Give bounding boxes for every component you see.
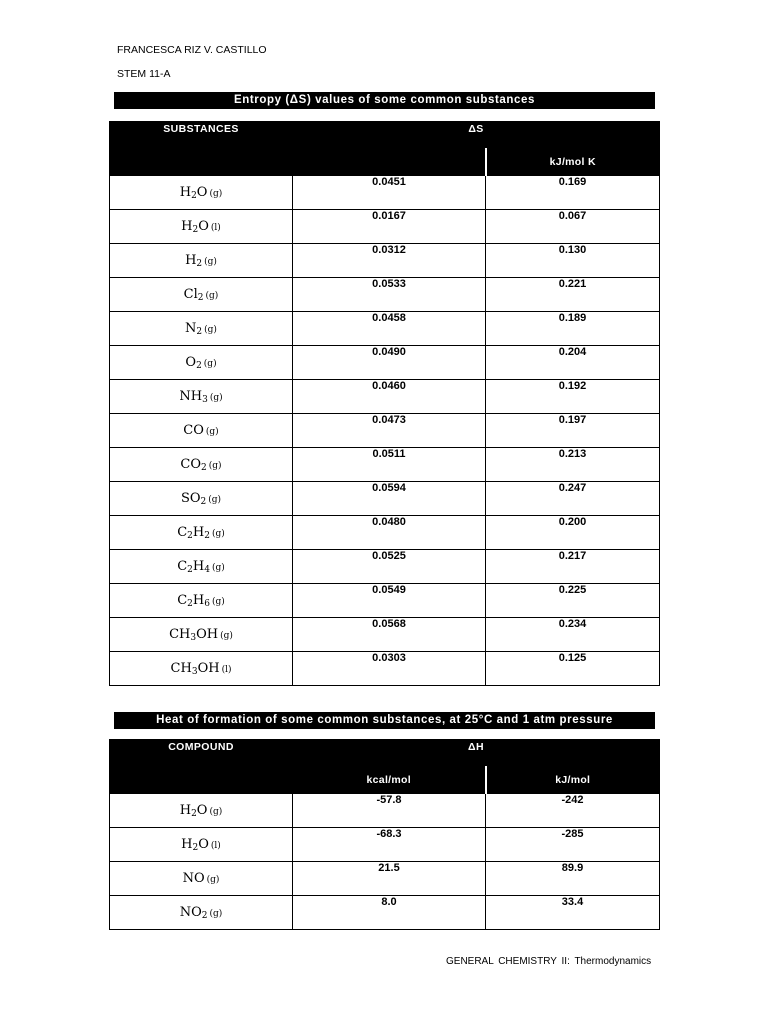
- formula-text: H: [192, 592, 205, 608]
- value-cell-col3: 0.213: [486, 448, 660, 482]
- value-cell-col3: 0.247: [486, 482, 660, 516]
- formula-text: OH: [196, 626, 219, 642]
- formula-cell: [110, 652, 293, 686]
- kcal-unit-header: kcal/mol: [293, 767, 486, 794]
- value-cell-col2: 0.0594: [293, 482, 486, 516]
- formula-subscript: 3: [191, 666, 198, 677]
- formula-cell: [110, 618, 293, 652]
- value-cell-col2: -57.8: [293, 794, 486, 828]
- value-cell-col3: 0.197: [486, 414, 660, 448]
- phase-label: (g): [203, 358, 217, 369]
- formula-text: CO: [180, 456, 202, 472]
- kj-unit-header: kJ/mol: [486, 767, 660, 794]
- value-cell-col3: 0.204: [486, 346, 660, 380]
- page-footer: GENERAL CHEMISTRY II: Thermodynamics: [446, 956, 652, 967]
- formula-subscript: 2: [201, 462, 207, 473]
- entropy-table-body: [110, 176, 660, 686]
- entropy-unit-col3: kJ/mol K: [486, 149, 660, 176]
- formula-cell: [110, 482, 293, 516]
- formula-subscript: 3: [190, 632, 197, 643]
- value-cell-col2: 0.0458: [293, 312, 486, 346]
- value-cell-col2: 0.0473: [293, 414, 486, 448]
- formula-cell: [110, 210, 293, 244]
- phase-label: (g): [211, 596, 225, 607]
- formula-subscript: 2: [201, 910, 208, 921]
- formula-subscript: 4: [204, 564, 210, 575]
- formula-subscript: 2: [196, 360, 202, 371]
- formula-text: H: [179, 802, 192, 818]
- table-row: [110, 896, 660, 930]
- value-cell-col3: -242: [486, 794, 660, 828]
- value-cell-col3: 0.217: [486, 550, 660, 584]
- formula-text: Cl: [183, 286, 198, 302]
- formula-text: H: [181, 836, 193, 852]
- phase-label: (g): [209, 806, 223, 817]
- formula-text: O: [196, 802, 208, 818]
- formula-text: CH: [169, 626, 191, 642]
- formula-cell: [110, 278, 293, 312]
- phase-label: (g): [209, 188, 223, 199]
- heat-table-body: [110, 794, 660, 930]
- formula-cell: [110, 516, 293, 550]
- class-section: STEM 11-A: [117, 68, 171, 80]
- value-cell-col3: 0.200: [486, 516, 660, 550]
- formula-text: NH: [179, 388, 203, 404]
- formula-text: O: [198, 218, 209, 234]
- table-row: [110, 312, 660, 346]
- formula-cell: [110, 414, 293, 448]
- table-row: [110, 482, 660, 516]
- formula-text: H: [192, 524, 205, 540]
- formula-subscript: 2: [197, 292, 204, 303]
- value-cell-col2: 0.0533: [293, 278, 486, 312]
- formula-text: O: [185, 354, 197, 370]
- value-cell-col2: 21.5: [293, 862, 486, 896]
- table-row: [110, 550, 660, 584]
- table-row: [110, 516, 660, 550]
- phase-label: (l): [210, 840, 221, 851]
- formula-cell: [110, 794, 293, 828]
- entropy-table-title: Entropy (ΔS) values of some common substances: [114, 92, 655, 109]
- formula-cell: [110, 584, 293, 618]
- value-cell-col3: 0.130: [486, 244, 660, 278]
- formula-text: C: [177, 592, 188, 608]
- formula-subscript: 2: [191, 808, 197, 819]
- table-row: [110, 618, 660, 652]
- delta-h-column-header: ΔH: [293, 740, 660, 767]
- formula-text: H: [181, 218, 193, 234]
- value-cell-col2: 0.0549: [293, 584, 486, 618]
- table-row: [110, 244, 660, 278]
- phase-label: (g): [205, 427, 219, 437]
- formula-text: C: [177, 558, 188, 574]
- phase-label: (g): [208, 494, 222, 505]
- table-row: [110, 380, 660, 414]
- formula-subscript: 2: [192, 842, 199, 853]
- formula-cell: [110, 176, 293, 210]
- value-cell-col2: 0.0312: [293, 244, 486, 278]
- formula-text: OH: [197, 660, 220, 676]
- formula-subscript: 6: [204, 598, 210, 609]
- formula-cell: [110, 862, 293, 896]
- phase-label: (g): [209, 908, 223, 919]
- value-cell-col2: 0.0490: [293, 346, 486, 380]
- table-row: [110, 176, 660, 210]
- value-cell-col3: 89.9: [486, 862, 660, 896]
- phase-label: (g): [211, 562, 225, 573]
- phase-label: (g): [209, 392, 223, 403]
- formula-cell: [110, 828, 293, 862]
- value-cell-col2: 0.0525: [293, 550, 486, 584]
- table-row: [110, 652, 660, 686]
- value-cell-col3: 0.192: [486, 380, 660, 414]
- table-row: [110, 278, 660, 312]
- formula-text: N: [185, 320, 197, 336]
- formula-subscript: 2: [196, 258, 203, 269]
- formula-cell: [110, 346, 293, 380]
- formula-subscript: 2: [191, 190, 197, 201]
- formula-cell: [110, 312, 293, 346]
- phase-label: (g): [220, 630, 233, 641]
- formula-text: H: [192, 558, 205, 574]
- value-cell-col2: 0.0568: [293, 618, 486, 652]
- value-cell-col3: 0.225: [486, 584, 660, 618]
- entropy-unit-col2: [293, 149, 486, 176]
- formula-text: SO: [180, 490, 201, 506]
- formula-text: CH: [170, 660, 192, 676]
- value-cell-col2: 0.0511: [293, 448, 486, 482]
- formula-text: NO: [182, 871, 205, 886]
- value-cell-col3: 0.067: [486, 210, 660, 244]
- value-cell-col3: 33.4: [486, 896, 660, 930]
- heat-table-title: Heat of formation of some common substances, at 25°C and 1 atm pressure: [114, 712, 655, 729]
- value-cell-col3: 0.189: [486, 312, 660, 346]
- formula-text: C: [177, 524, 188, 540]
- formula-cell: [110, 380, 293, 414]
- delta-s-column-header: ΔS: [293, 122, 660, 149]
- formula-text: H: [185, 252, 197, 268]
- formula-subscript: 2: [187, 564, 193, 575]
- substances-column-header: SUBSTANCES: [110, 122, 293, 176]
- phase-label: (g): [204, 324, 217, 335]
- formula-text: H: [179, 184, 192, 200]
- table-row: [110, 448, 660, 482]
- phase-label: (g): [205, 290, 219, 301]
- formula-cell: [110, 244, 293, 278]
- formula-text: O: [198, 836, 209, 852]
- phase-label: (g): [211, 528, 225, 539]
- value-cell-col2: 0.0451: [293, 176, 486, 210]
- table-row: [110, 414, 660, 448]
- formula-subscript: 3: [202, 394, 208, 405]
- formula-subscript: 2: [196, 326, 203, 337]
- formula-cell: [110, 550, 293, 584]
- table-row: [110, 346, 660, 380]
- entropy-table: [109, 121, 660, 686]
- value-cell-col2: 0.0460: [293, 380, 486, 414]
- formula-subscript: 2: [192, 224, 199, 235]
- value-cell-col3: -285: [486, 828, 660, 862]
- formula-cell: [110, 448, 293, 482]
- table-row: [110, 828, 660, 862]
- phase-label: (g): [204, 256, 217, 267]
- value-cell-col3: 0.234: [486, 618, 660, 652]
- author-name: FRANCESCA RIZ V. CASTILLO: [117, 44, 267, 56]
- formula-subscript: 2: [200, 496, 207, 507]
- table-row: [110, 210, 660, 244]
- value-cell-col3: 0.169: [486, 176, 660, 210]
- table-row: [110, 794, 660, 828]
- heat-of-formation-table: [109, 739, 660, 930]
- compound-column-header: COMPOUND: [110, 740, 293, 794]
- value-cell-col3: 0.125: [486, 652, 660, 686]
- phase-label: (g): [208, 460, 222, 471]
- value-cell-col3: 0.221: [486, 278, 660, 312]
- formula-subscript: 2: [187, 598, 193, 609]
- value-cell-col2: 0.0303: [293, 652, 486, 686]
- formula-subscript: 2: [187, 530, 193, 541]
- value-cell-col2: 8.0: [293, 896, 486, 930]
- formula-subscript: 2: [204, 530, 210, 541]
- value-cell-col2: 0.0167: [293, 210, 486, 244]
- value-cell-col2: -68.3: [293, 828, 486, 862]
- phase-label: (l): [221, 664, 232, 675]
- formula-text: NO: [179, 904, 202, 920]
- formula-text: CO: [183, 423, 204, 438]
- table-row: [110, 862, 660, 896]
- phase-label: (l): [210, 222, 221, 233]
- phase-label: (g): [206, 875, 220, 885]
- formula-cell: [110, 896, 293, 930]
- table-row: [110, 584, 660, 618]
- value-cell-col2: 0.0480: [293, 516, 486, 550]
- formula-text: O: [196, 184, 208, 200]
